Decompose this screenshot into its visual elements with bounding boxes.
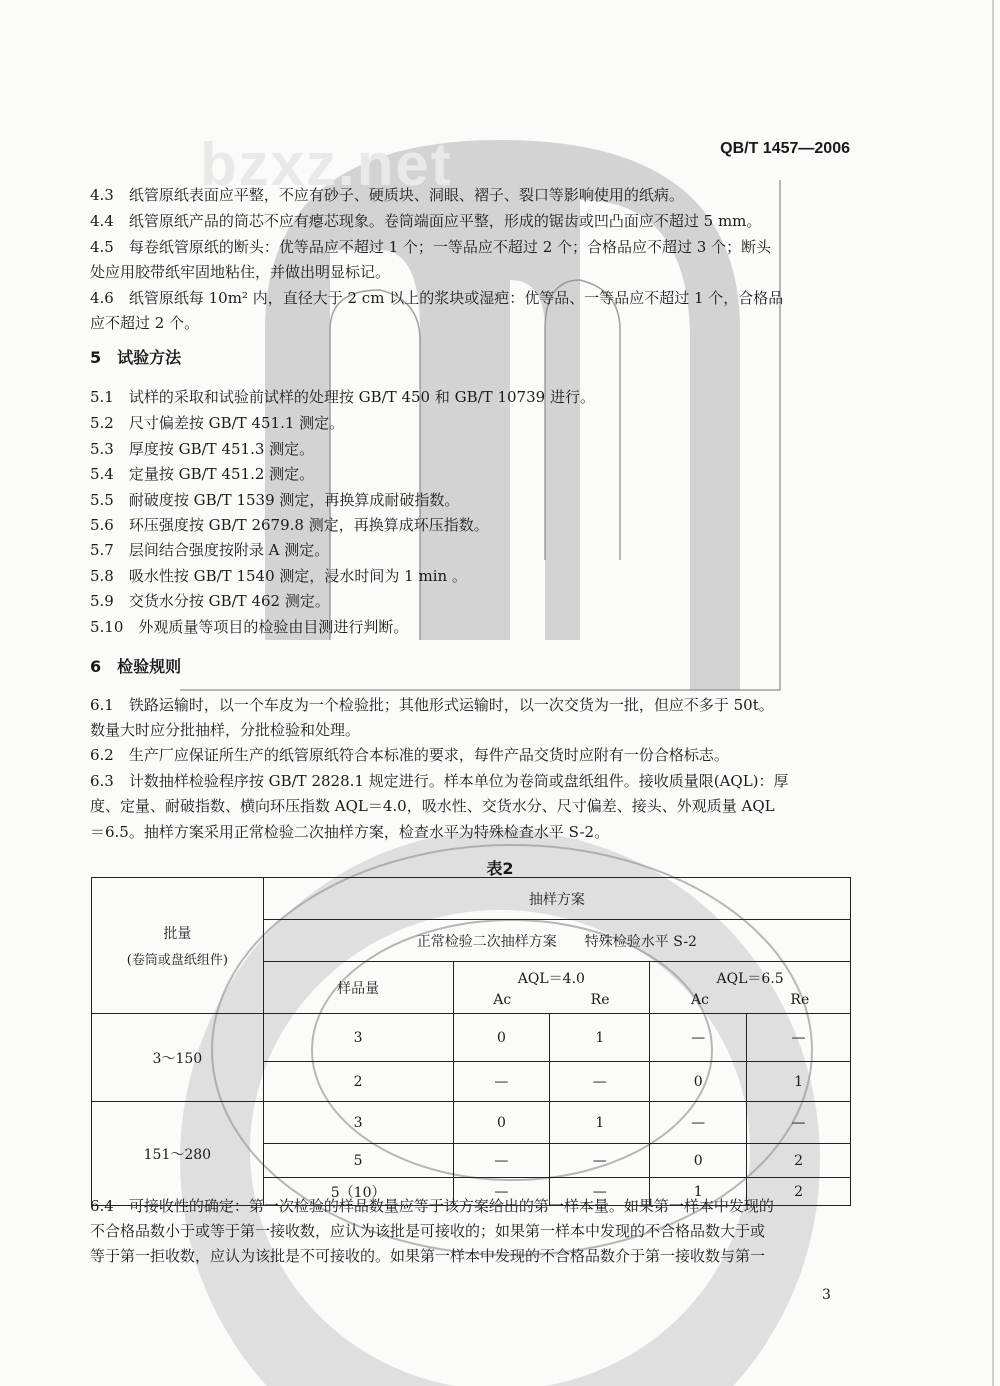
clause-5-7: 5.7 层间结合强度按附录 A 测定。 — [90, 541, 330, 559]
clause-5-1: 5.1 试样的采取和试验前试样的处理按 GB/T 450 和 GB/T 10739 进行。 — [90, 388, 595, 406]
re-40-cell: 1 — [550, 1102, 650, 1144]
watermark-text: bzxz.net — [200, 131, 453, 198]
ac-65-cell: 1 — [650, 1178, 747, 1206]
re-40-cell: — — [550, 1178, 650, 1206]
re-label: Re — [590, 991, 610, 1008]
sample-size-cell: 2 — [263, 1062, 453, 1102]
re-65-cell: — — [747, 1102, 851, 1144]
aql-65-header: AQL＝6.5 — [716, 970, 784, 987]
re-65-cell: 2 — [747, 1144, 851, 1178]
clause-5-4: 5.4 定量按 GB/T 451.2 测定。 — [90, 465, 315, 483]
batch-unit-header: (卷筒或盘纸组件) — [126, 953, 228, 968]
clause-5-2: 5.2 尺寸偏差按 GB/T 451.1 测定。 — [90, 414, 345, 432]
sample-size-cell: 5 — [263, 1144, 453, 1178]
plan-header: 抽样方案 — [263, 878, 850, 920]
clause-4-5-cont: 处应用胶带纸牢固地粘住，并做出明显标记。 — [90, 263, 391, 281]
clause-6-3-cont: 度、定量、耐破指数、横向环压指数 AQL＝4.0，吸水性、交货水分、尺寸偏差、接头、外观质量 AQL — [90, 797, 775, 815]
clause-4-5: 4.5 每卷纸管原纸的断头：优等品应不超过 1 个；一等品应不超过 2 个；合格品应不超过 3 个；断头 — [90, 238, 772, 256]
sample-size-cell: 5（10） — [263, 1178, 453, 1206]
clause-6-2: 6.2 生产厂应保证所生产的纸管原纸符合本标准的要求，每件产品交货时应附有一份合格标志。 — [90, 746, 729, 764]
clause-4-4: 4.4 纸管原纸产品的筒芯不应有瘪芯现象。卷筒端面应平整，形成的锯齿或凹凸面应不超过 5 mm。 — [90, 212, 762, 230]
sample-size-cell: 3 — [263, 1014, 453, 1062]
ac-65-cell: — — [650, 1102, 747, 1144]
re-40-cell: 1 — [550, 1014, 650, 1062]
clause-6-4-cont2: 等于第一拒收数，应认为该批是不可接收的。如果第一样本中发现的不合格品数介于第一接收数与第一 — [90, 1247, 766, 1265]
clause-5-8: 5.8 吸水性按 GB/T 1540 测定，浸水时间为 1 min 。 — [90, 567, 467, 585]
sample-size-header: 样品量 — [263, 962, 453, 1014]
ac-40-cell: — — [453, 1062, 550, 1102]
ac-65-cell: 0 — [650, 1062, 747, 1102]
table-caption: 表2 — [486, 859, 514, 878]
clause-6-3-cont2: ＝6.5。抽样方案采用正常检验二次抽样方案，检查水平为特殊检查水平 S-2。 — [90, 823, 610, 841]
standard-code: QB/T 1457—2006 — [720, 140, 850, 157]
aql-65-header-cell — [650, 962, 851, 1014]
clause-5-5: 5.5 耐破度按 GB/T 1539 测定，再换算成耐破指数。 — [90, 491, 460, 509]
section-6-heading: 6 检验规则 — [90, 657, 182, 676]
sampling-table — [91, 877, 851, 1206]
page-number: 3 — [822, 1287, 831, 1303]
ac-65-cell: — — [650, 1014, 747, 1062]
clause-4-6-cont: 应不超过 2 个。 — [90, 314, 200, 332]
ac-40-cell: — — [453, 1144, 550, 1178]
sample-size-cell: 3 — [263, 1102, 453, 1144]
ac-label: Ac — [690, 991, 709, 1008]
clause-4-3: 4.3 纸管原纸表面应平整，不应有砂子、硬质块、洞眼、褶子、裂口等影响使用的纸病。 — [90, 186, 684, 204]
ac-40-cell: — — [453, 1178, 550, 1206]
section-5-heading: 5 试验方法 — [90, 348, 182, 367]
batch-range-cell: 151～280 — [92, 1102, 264, 1206]
clause-5-3: 5.3 厚度按 GB/T 451.3 测定。 — [90, 440, 315, 458]
ac-65-cell: 0 — [650, 1144, 747, 1178]
aql-40-header-cell — [453, 962, 650, 1014]
batch-header-cell — [92, 878, 264, 1014]
ac-label: Ac — [493, 991, 512, 1008]
re-40-cell: — — [550, 1062, 650, 1102]
batch-range-cell: 3～150 — [92, 1014, 264, 1102]
scheme-header: 正常检验二次抽样方案 特殊检验水平 S-2 — [263, 920, 850, 962]
clause-5-10: 5.10 外观质量等项目的检验由目测进行判断。 — [90, 618, 409, 636]
re-65-cell: — — [747, 1014, 851, 1062]
clause-6-1-cont: 数量大时应分批抽样，分批检验和处理。 — [90, 721, 361, 739]
clause-6-4: 6.4 可接收性的确定：第一次检验的样品数量应等于该方案给出的第一样本量。如果第一样本中发现的 — [90, 1197, 774, 1215]
clause-5-6: 5.6 环压强度按 GB/T 2679.8 测定，再换算成环压指数。 — [90, 516, 489, 534]
ac-40-cell: 0 — [453, 1014, 550, 1062]
batch-header: 批量 — [163, 926, 192, 942]
re-label: Re — [790, 991, 810, 1008]
clause-6-3: 6.3 计数抽样检验程序按 GB/T 2828.1 规定进行。样本单位为卷筒或盘纸组件。接收质量限(AQL)：厚 — [90, 772, 789, 790]
re-65-cell: 1 — [747, 1062, 851, 1102]
re-40-cell: — — [550, 1144, 650, 1178]
clause-6-1: 6.1 铁路运输时，以一个车皮为一个检验批；其他形式运输时，以一次交货为一批，但应不多于 50t。 — [90, 696, 774, 714]
clause-6-4-cont: 不合格品数小于或等于第一接收数，应认为该批是可接收的；如果第一样本中发现的不合格品数大于或 — [90, 1222, 766, 1240]
clause-5-9: 5.9 交货水分按 GB/T 462 测定。 — [90, 592, 330, 610]
re-65-cell: 2 — [747, 1178, 851, 1206]
ac-40-cell: 0 — [453, 1102, 550, 1144]
clause-4-6: 4.6 纸管原纸每 10m² 内，直径大于 2 cm 以上的浆块或湿疤：优等品、一等品应不超过 1 个，合格品 — [90, 289, 784, 307]
aql-40-header: AQL＝4.0 — [517, 970, 585, 987]
